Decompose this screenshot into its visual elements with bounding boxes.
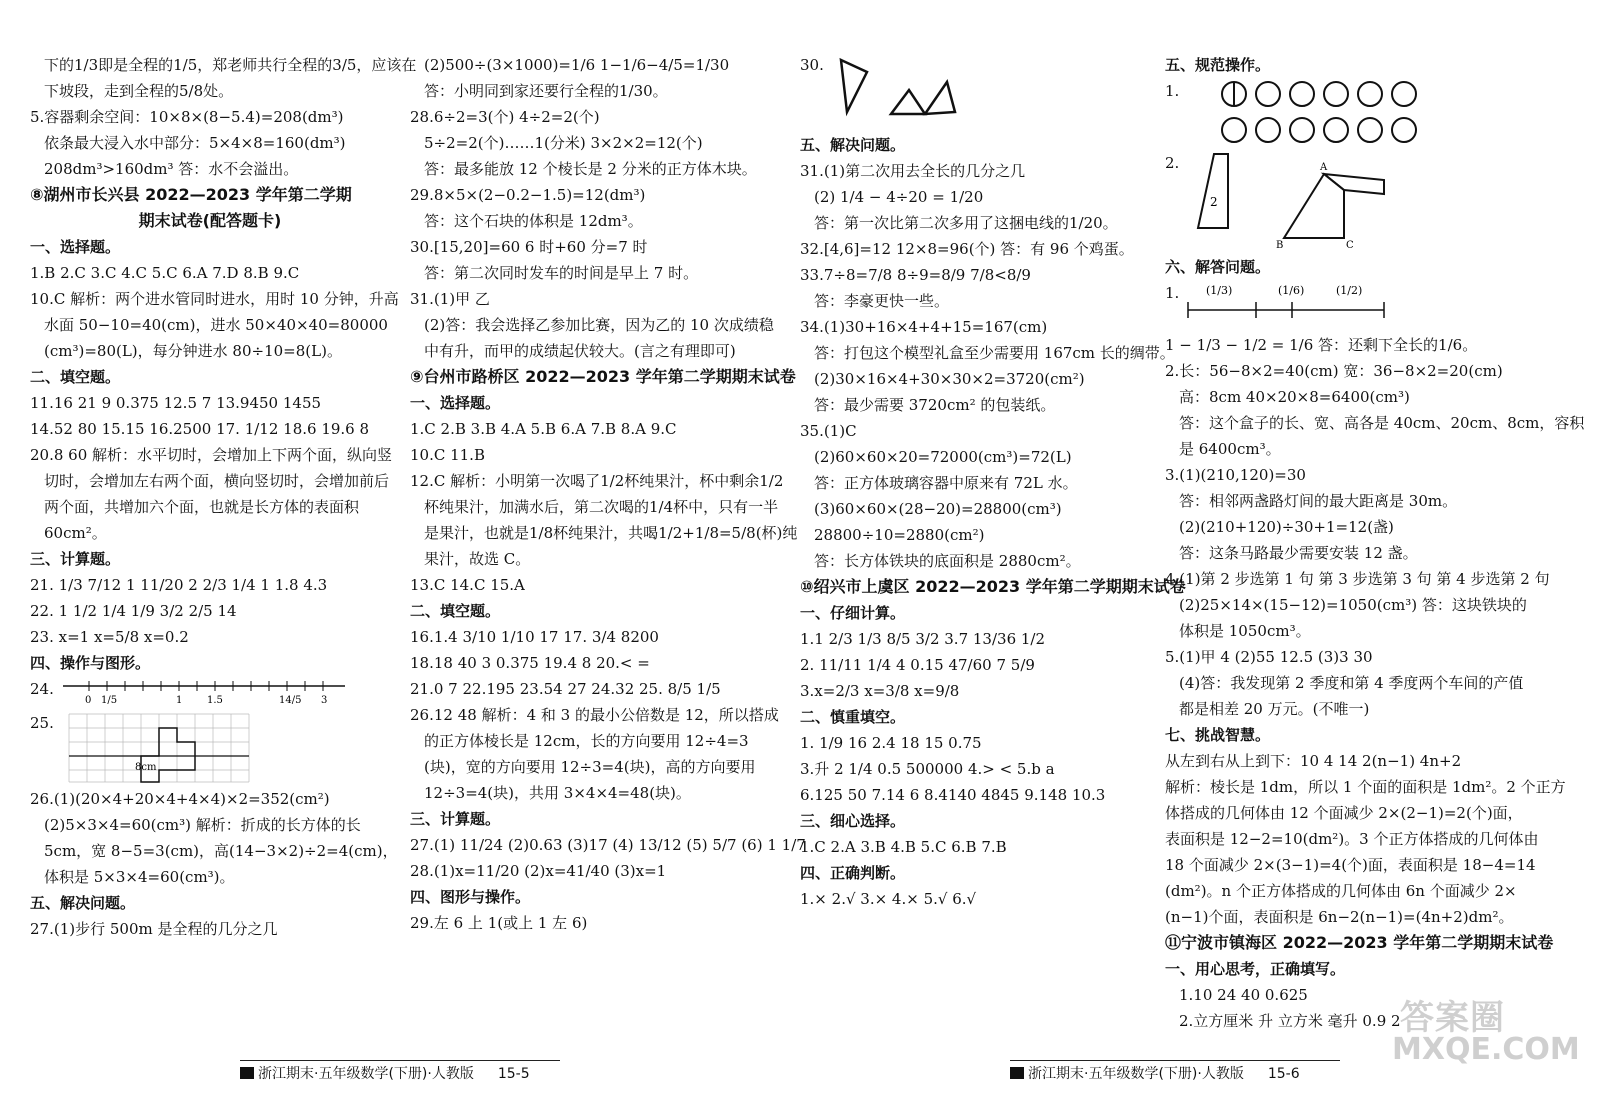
tick-label: 3	[320, 695, 328, 706]
text-line: 22. 1 1/2 1/4 1/9 3/2 2/5 14	[30, 602, 237, 620]
text-line: (dm²)。n 个正方体搭成的几何体由 6n 个面减少 2×	[1165, 882, 1517, 900]
text-line	[30, 710, 390, 786]
text-line: 表面积是 12−2=10(dm²)。3 个正方体搭成的几何体由	[1165, 830, 1539, 848]
page-footer-left	[240, 1060, 560, 1083]
text-line: 答：最少需要 3720cm² 的包装纸。	[814, 396, 1056, 414]
section-heading: 六、解答问题。	[1165, 258, 1271, 276]
text-line: 答：打包这个模型礼盒至少需要用 167cm 长的绸带。	[814, 344, 1175, 362]
shape-label: 2	[1210, 195, 1218, 209]
text-line: 水面 50−10=40(cm)，进水 50×40×40=80000	[44, 316, 388, 334]
text-line: 都是相差 20 万元。(不唯一)	[1179, 700, 1370, 718]
question-number: 25.	[30, 714, 54, 732]
text-line: (2)5×3×4=60(cm³) 解析：折成的长方体的长	[44, 816, 361, 834]
text-line: 31.(1)第二次用去全长的几分之几	[800, 162, 1026, 180]
text-line: 解析：棱长是 1dm，所以 1 个面的面积是 1dm²。2 个正方	[1165, 778, 1566, 796]
tick-label: 0	[84, 695, 92, 706]
text-line: 34.(1)30+16×4+4+15=167(cm)	[800, 318, 1048, 336]
section-heading: 五、解决问题。	[800, 136, 906, 154]
vertex-label: A	[1320, 162, 1328, 173]
text-line: 1.C 2.B 3.B 4.A 5.B 6.A 7.B 8.A 9.C	[410, 420, 677, 438]
text-line: 20.8 60 解析：水平切时，会增加上下两个面，纵向竖	[30, 446, 393, 464]
text-line: 6.125 50 7.14 6 8.4140 4845 9.148 10.3	[800, 786, 1106, 804]
text-line: 高：8cm 40×20×8=6400(cm³)	[1179, 388, 1410, 406]
text-line: (2)500÷(3×1000)=1/6 1−1/6−4/5=1/30	[424, 56, 730, 74]
circles-figure	[1184, 78, 1484, 148]
text-line: 35.(1)C	[800, 422, 857, 440]
text-line: 21.0 7 22.195 23.54 27 24.32 25. 8/5 1/5	[410, 680, 721, 698]
footer-block-icon	[1010, 1067, 1024, 1079]
text-line: 10.C 解析：两个进水管同时进水，用时 10 分钟，升高	[30, 290, 399, 308]
text-line: 18.18 40 3 0.375 19.4 8 20.< =	[410, 654, 650, 672]
vertex-label: C	[1346, 240, 1354, 250]
geometry-figure	[1184, 150, 1414, 250]
watermark-url: MXQE.COM	[1392, 1032, 1580, 1067]
text-line: 30.[15,20]=60 6 时+60 分=7 时	[410, 238, 648, 256]
text-line: 下的1/3即是全程的1/5，郑老师共行全程的3/5，应该在	[44, 56, 417, 74]
question-number: 2.	[1165, 154, 1180, 172]
text-line: 答：相邻两盏路灯间的最大距离是 30m。	[1179, 492, 1458, 510]
tick-label: 1	[175, 695, 183, 706]
text-line: 是 6400cm³。	[1179, 440, 1281, 458]
text-line	[1165, 280, 1575, 332]
text-line: 5cm，宽 8−5=3(cm)，高(14−3×2)÷2=4(cm)，	[44, 842, 398, 860]
text-line: 31.(1)甲 乙	[410, 290, 490, 308]
text-line: (2)(210+120)÷30+1=12(盏)	[1179, 518, 1394, 536]
text-line: 1.1 2/3 1/3 8/5 3/2 3.7 13/36 1/2	[800, 630, 1046, 648]
text-line: 26.(1)(20×4+20×4+4×4)×2=352(cm²)	[30, 790, 330, 808]
exam-heading: ⑪宁波市镇海区 2022—2023 学年第二学期期末试卷	[1165, 933, 1554, 952]
text-line: 依条最大浸入水中部分：5×4×8=160(dm³)	[44, 134, 346, 152]
footer-brand: 浙江期末·五年级数学(下册)·人教版	[258, 1066, 474, 1082]
text-line: 2.长：56−8×2=40(cm) 宽：36−8×2=20(cm)	[1165, 362, 1503, 380]
footer-page-number: 15-5	[497, 1066, 530, 1082]
text-line: 1. 1/9 16 2.4 18 15 0.75	[800, 734, 982, 752]
footer-page-number: 15-6	[1267, 1066, 1300, 1082]
text-line: 果汁，故选 C。	[424, 550, 531, 568]
text-line: 3.(1)(210,120)=30	[1165, 466, 1306, 484]
text-line: 60cm²。	[44, 524, 107, 542]
text-line: 5÷2=2(个)……1(分米) 3×2×2=12(个)	[424, 134, 703, 152]
text-line: 答：这条马路最少需要安装 12 盏。	[1179, 544, 1418, 562]
exam-heading: ⑧湖州市长兴县 2022—2023 学年第二学期	[30, 185, 352, 204]
text-line: 答：这个盒子的长、宽、高各是 40cm、20cm、8cm，容积	[1179, 414, 1585, 432]
text-line: 26.12 48 解析：4 和 3 的最小公倍数是 12，所以搭成	[410, 706, 779, 724]
text-line: 切时，会增加左右两个面，横向竖切时，会增加前后	[44, 472, 390, 490]
text-line: (3)60×60×(28−20)=28800(cm³)	[814, 500, 1062, 518]
question-number: 1.	[1165, 82, 1180, 100]
text-line: 27.(1)步行 500m 是全程的几分之几	[30, 920, 278, 938]
section-heading: 四、图形与操作。	[410, 888, 531, 906]
exam-subheading: 期末试卷(配答题卡)	[138, 211, 282, 230]
text-line: 12÷3=4(块)，共用 3×4×4=48(块)。	[424, 784, 691, 802]
text-line: (2) 1/4 − 4÷20 = 1/20	[814, 188, 984, 206]
text-line: 答：正方体玻璃容器中原来有 72L 水。	[814, 474, 1078, 492]
exam-heading: ⑩绍兴市上虞区 2022—2023 学年第二学期期末试卷	[800, 577, 1186, 596]
text-line: (块)，宽的方向要用 12÷3=4(块)，高的方向要用	[424, 758, 756, 776]
right-column-1	[800, 52, 1186, 912]
section-heading: 一、用心思考，正确填写。	[1165, 960, 1346, 978]
text-line: 答：长方体铁块的底面积是 2880cm²。	[814, 552, 1081, 570]
text-line: 12.C 解析：小明第一次喝了1/2杯纯果汁，杯中剩余1/2	[410, 472, 784, 490]
section-heading: 四、操作与图形。	[30, 654, 151, 672]
section-heading: 五、解决问题。	[30, 894, 136, 912]
text-line: 28.6÷2=3(个) 4÷2=2(个)	[410, 108, 600, 126]
text-line: 16.1.4 3/10 1/10 17 17. 3/4 8200	[410, 628, 659, 646]
section-heading: 一、选择题。	[410, 394, 501, 412]
text-line: 1.C 2.A 3.B 4.B 5.C 6.B 7.B	[800, 838, 1007, 856]
section-heading: 二、慎重填空。	[800, 708, 906, 726]
text-line: 体搭成的几何体由 12 个面减少 2×(2−1)=2(个)面，	[1165, 804, 1523, 822]
text-line: 2. 11/11 1/4 4 0.15 47/60 7 5/9	[800, 656, 1035, 674]
text-line: 1.B 2.C 3.C 4.C 5.C 6.A 7.D 8.B 9.C	[30, 264, 300, 282]
text-line: (n−1)个面，表面积是 6n−2(n−1)=(4n+2)dm²。	[1165, 908, 1514, 926]
section-heading: 一、选择题。	[30, 238, 121, 256]
section-heading: 七、挑战智慧。	[1165, 726, 1271, 744]
text-line: 体积是 5×3×4=60(cm³)。	[44, 868, 235, 886]
question-number: 30.	[800, 56, 824, 74]
text-line: 5.容器剩余空间：10×8×(8−5.4)=208(dm³)	[30, 108, 344, 126]
grid-figure	[59, 710, 259, 784]
watermark-logo: 答案圈	[1400, 998, 1505, 1038]
text-line: 1.10 24 40 0.625	[1179, 986, 1308, 1004]
text-line: 18 个面减少 2×(3−1)=4(个)面，表面积是 18−4=14	[1165, 856, 1536, 874]
text-line: 杯纯果汁，加满水后，第二次喝的1/4杯中，只有一半	[424, 498, 779, 516]
right-column-2	[1165, 52, 1585, 1034]
left-column-2	[410, 52, 806, 936]
text-line: 答：这个石块的体积是 12dm³。	[424, 212, 643, 230]
text-line: (2)60×60×20=72000(cm³)=72(L)	[814, 448, 1072, 466]
text-line: 10.C 11.B	[410, 446, 485, 464]
text-line	[1165, 78, 1575, 150]
text-line: (2)答：我会选择乙参加比赛，因为乙的 10 次成绩稳	[424, 316, 774, 334]
section-heading: 二、填空题。	[30, 368, 121, 386]
text-line: 是果汁，也就是1/8杯纯果汁，共喝1/2+1/8=5/8(杯)纯	[424, 524, 798, 542]
footer-brand: 浙江期末·五年级数学(下册)·人教版	[1028, 1066, 1244, 1082]
text-line: 答：最多能放 12 个棱长是 2 分米的正方体木块。	[424, 160, 757, 178]
footer-block-icon	[240, 1067, 254, 1079]
text-line: 1.× 2.√ 3.× 4.× 5.√ 6.√	[800, 890, 977, 908]
text-line	[30, 676, 390, 710]
segment-label: (1/6)	[1278, 284, 1305, 297]
segment-label: (1/3)	[1206, 284, 1233, 297]
left-column-1	[30, 52, 417, 942]
section-heading: 四、正确判断。	[800, 864, 906, 882]
text-line: 中有升，而甲的成绩起伏较大。(言之有理即可)	[424, 342, 736, 360]
text-line: 答：小明同到家还要行全程的1/30。	[424, 82, 668, 100]
section-heading: 三、计算题。	[30, 550, 121, 568]
right-page	[800, 0, 1600, 1100]
triangle-figure	[829, 52, 989, 128]
text-line: 29.8×5×(2−0.2−1.5)=12(dm³)	[410, 186, 646, 204]
segment-label: (1/2)	[1336, 284, 1363, 297]
tick-label: 14/5	[278, 695, 302, 706]
section-heading: 二、填空题。	[410, 602, 501, 620]
text-line: 33.7÷8=7/8 8÷9=8/9 7/8<8/9	[800, 266, 1031, 284]
section-heading: 三、细心选择。	[800, 812, 906, 830]
text-line: 208dm³>160dm³ 答：水不会溢出。	[44, 160, 299, 178]
text-line: 体积是 1050cm³。	[1179, 622, 1311, 640]
text-line: 28.(1)x=11/20 (2)x=41/40 (3)x=1	[410, 862, 667, 880]
text-line: 2.立方厘米 升 立方米 毫升 0.9 2	[1179, 1012, 1401, 1030]
page-footer-right	[1010, 1060, 1340, 1083]
text-line: (cm³)=80(L)，每分钟进水 80÷10=8(L)。	[44, 342, 342, 360]
text-line: 28800÷10=2880(cm²)	[814, 526, 985, 544]
section-heading: 一、仔细计算。	[800, 604, 906, 622]
text-line: 27.(1) 11/24 (2)0.63 (3)17 (4) 13/12 (5) 5/7 (6) 1 1/7	[410, 836, 806, 854]
text-line: 23. x=1 x=5/8 x=0.2	[30, 628, 189, 646]
exam-heading: ⑨台州市路桥区 2022—2023 学年第二学期期末试卷	[410, 367, 796, 386]
text-line: 答：第二次同时发车的时间是早上 7 时。	[424, 264, 699, 282]
text-line: 32.[4,6]=12 12×8=96(个) 答：有 96 个鸡蛋。	[800, 240, 1134, 258]
text-line: 答：李豪更快一些。	[814, 292, 950, 310]
text-line: 4.(1)第 2 步选第 1 句 第 3 步选第 3 句 第 4 步选第 2 句	[1165, 570, 1550, 588]
text-line: 3.升 2 1/4 0.5 500000 4.> < 5.b a	[800, 760, 1055, 778]
grid-label: 8cm	[134, 762, 157, 773]
text-line: 的正方体棱长是 12cm，长的方向要用 12÷4=3	[424, 732, 749, 750]
text-line: 两个面，共增加六个面，也就是长方体的表面积	[44, 498, 360, 516]
text-line: 下坡段，走到全程的5/8处。	[44, 82, 234, 100]
tick-label: 1/5	[100, 695, 117, 706]
text-line: 答：第一次比第二次多用了这捆电线的1/20。	[814, 214, 1118, 232]
text-line: 21. 1/3 7/12 1 11/20 2 2/3 1/4 1 1.8 4.3	[30, 576, 328, 594]
number-line-figure	[59, 676, 349, 708]
text-line: 14.52 80 15.15 16.2500 17. 1/12 18.6 19.6 8	[30, 420, 370, 438]
text-line	[800, 52, 1160, 132]
section-heading: 五、规范操作。	[1165, 56, 1271, 74]
section-heading: 三、计算题。	[410, 810, 501, 828]
text-line: 1 − 1/3 − 1/2 = 1/6 答：还剩下全长的1/6。	[1165, 336, 1478, 354]
question-number: 24.	[30, 680, 54, 698]
segment-figure	[1184, 280, 1404, 328]
text-line: 13.C 14.C 15.A	[410, 576, 525, 594]
text-line: 从左到右从上到下：10 4 14 2(n−1) 4n+2	[1165, 752, 1462, 770]
text-line: (2)30×16×4+30×30×2=3720(cm²)	[814, 370, 1085, 388]
text-line	[1165, 150, 1575, 254]
text-line: 3.x=2/3 x=3/8 x=9/8	[800, 682, 960, 700]
text-line: 5.(1)甲 4 (2)55 12.5 (3)3 30	[1165, 648, 1373, 666]
question-number: 1.	[1165, 284, 1180, 302]
tick-label: 1.5	[206, 695, 223, 706]
vertex-label: B	[1276, 240, 1284, 250]
text-line: 29.左 6 上 1(或上 1 左 6)	[410, 914, 588, 932]
text-line: (2)25×14×(15−12)=1050(cm³) 答：这块铁块的	[1179, 596, 1527, 614]
text-line: (4)答：我发现第 2 季度和第 4 季度两个车间的产值	[1179, 674, 1524, 692]
text-line: 11.16 21 9 0.375 12.5 7 13.9450 1455	[30, 394, 322, 412]
